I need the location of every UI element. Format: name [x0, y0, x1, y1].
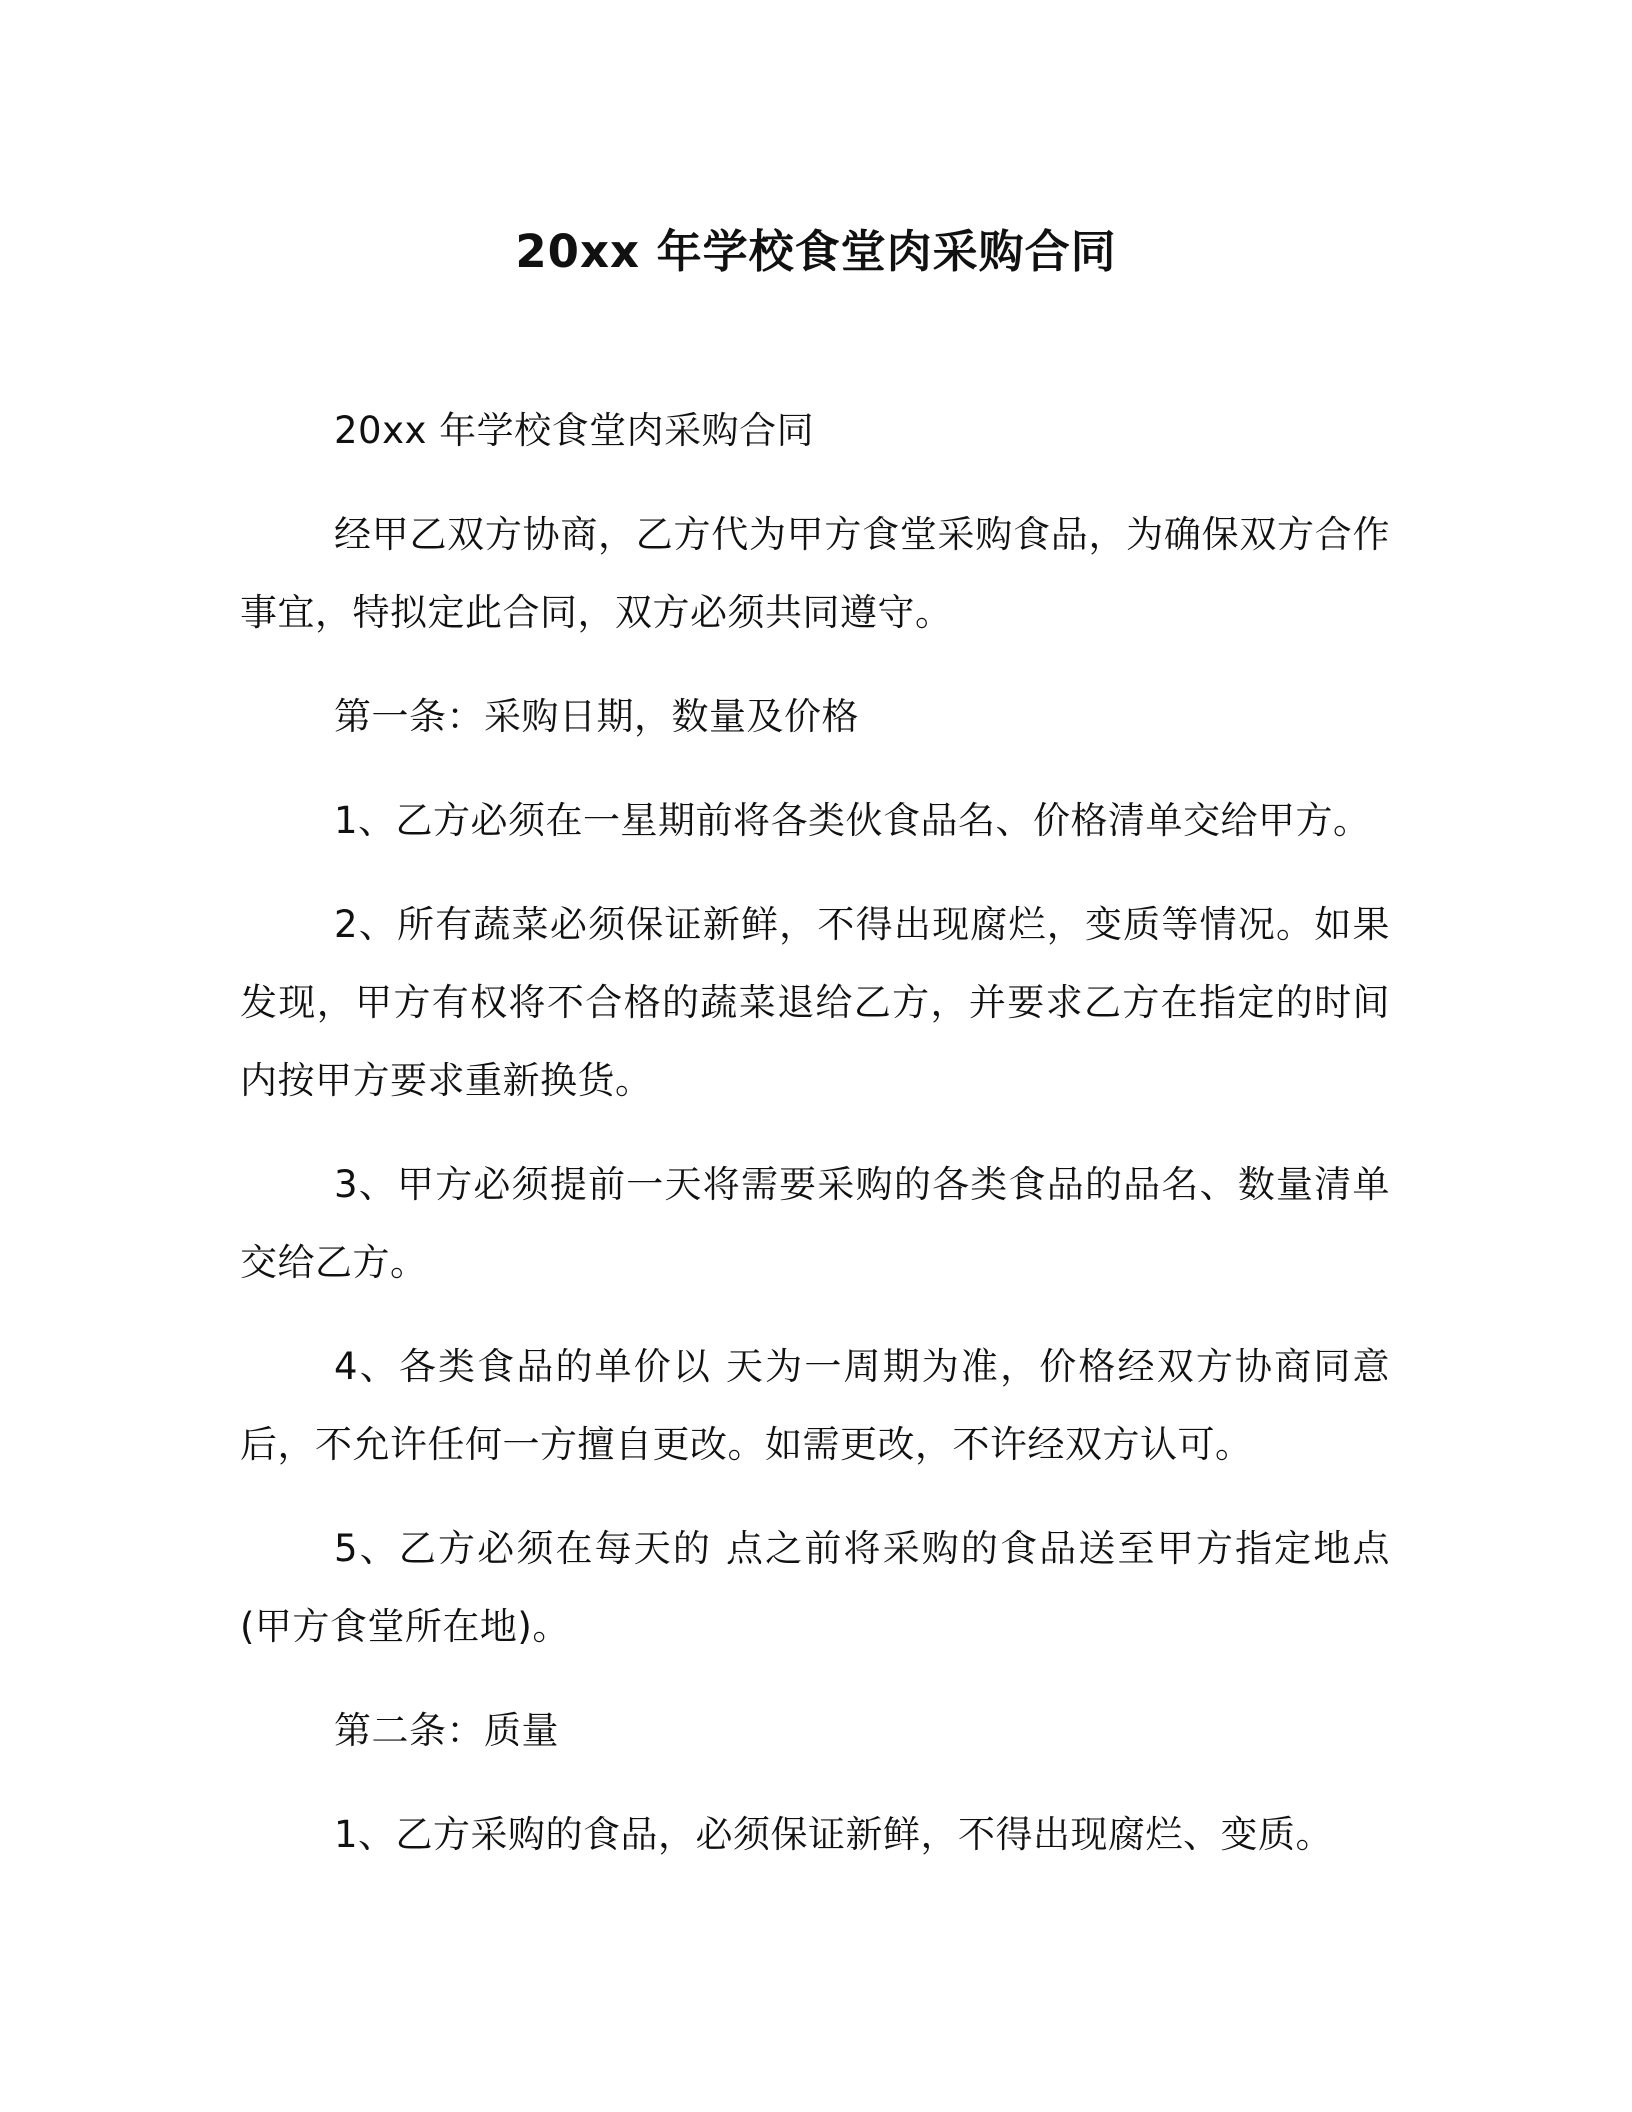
- document-body: [240, 392, 1390, 1900]
- intro-paragraph: 经甲乙双方协商，乙方代为甲方食堂采购食品，为确保双方合作事宜，特拟定此合同，双方必须共同遵守。: [240, 513, 1390, 634]
- subtitle-paragraph: 20xx 年学校食堂肉采购合同: [334, 409, 815, 452]
- clause-1-5: 5、乙方必须在每天的 点之前将采购的食品送至甲方指定地点(甲方食堂所在地)。: [240, 1527, 1390, 1648]
- clause-1-1: 1、乙方必须在一星期前将各类伙食品名、价格清单交给甲方。: [334, 799, 1371, 842]
- article-one-heading: 第一条：采购日期，数量及价格: [334, 695, 859, 738]
- clause-2-1: 1、乙方采购的食品，必须保证新鲜，不得出现腐烂、变质。: [334, 1813, 1334, 1856]
- clause-1-2: 2、所有蔬菜必须保证新鲜，不得出现腐烂，变质等情况。如果发现，甲方有权将不合格的蔬菜退给乙方，并要求乙方在指定的时间内按甲方要求重新换货。: [240, 903, 1390, 1102]
- clause-1-4: 4、各类食品的单价以 天为一周期为准，价格经双方协商同意后，不允许任何一方擅自更改。如需更改，不许经双方认可。: [240, 1345, 1390, 1466]
- article-two-heading: 第二条：质量: [334, 1709, 559, 1752]
- clause-1-3: 3、甲方必须提前一天将需要采购的各类食品的品名、数量清单交给乙方。: [240, 1163, 1390, 1284]
- document-title: 20xx 年学校食堂肉采购合同: [515, 225, 1117, 278]
